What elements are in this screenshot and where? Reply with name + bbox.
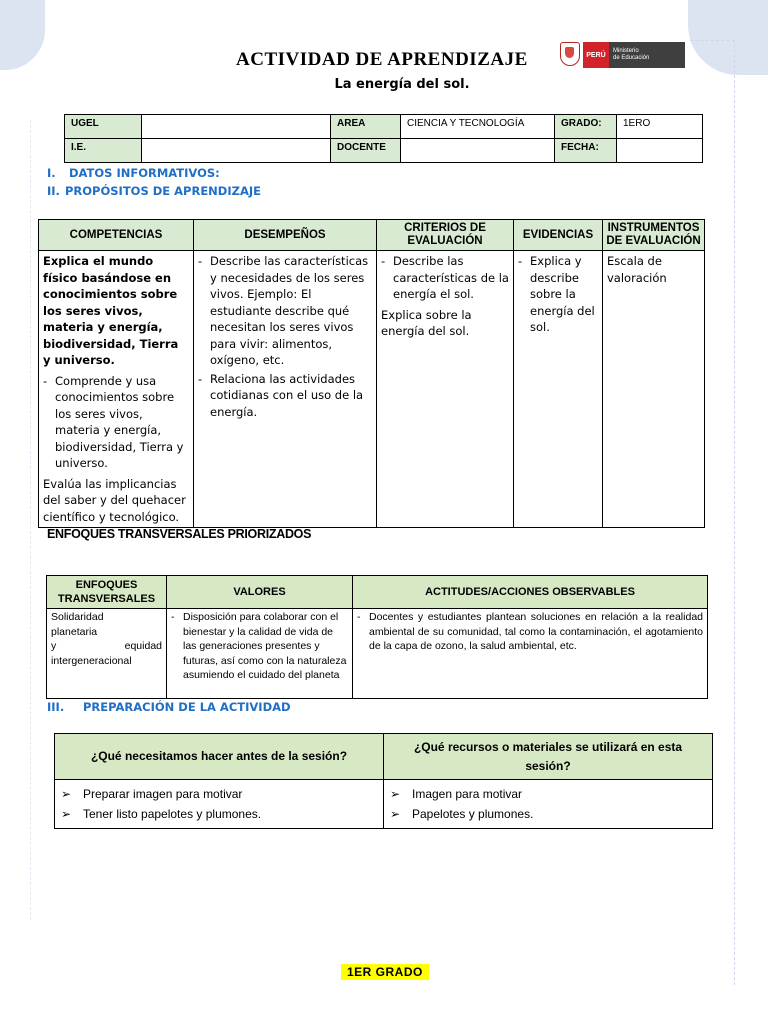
section-datos-informativos bbox=[47, 166, 220, 180]
arrow-bullet-icon: ➢ bbox=[61, 807, 72, 821]
header-evidencias: EVIDENCIAS bbox=[514, 220, 603, 251]
enfoque-line: planetaria bbox=[51, 625, 98, 638]
evidencias-cell bbox=[514, 251, 603, 528]
competencias-table bbox=[38, 219, 705, 528]
instrumentos-cell: Escala de valoración bbox=[603, 251, 705, 528]
evidencia-item: - Explica y describe sobre la energía del sol. bbox=[518, 253, 598, 336]
header-actitudes: ACTITUDES/ACCIONES OBSERVABLES bbox=[353, 576, 708, 609]
area-label: AREA bbox=[331, 115, 401, 139]
desempeno-text: Relaciona las actividades cotidianas con el uso de la energía. bbox=[210, 371, 364, 419]
header-recursos: ¿Qué recursos o materiales se utilizará en esta sesión? bbox=[384, 734, 713, 780]
list-item-text: Imagen para motivar bbox=[412, 787, 523, 801]
enfoque-word: equidad bbox=[124, 640, 162, 652]
logo-ministry-line2: de Educación bbox=[613, 55, 650, 61]
list-item bbox=[61, 804, 377, 824]
header-desempenos: DESEMPEÑOS bbox=[194, 220, 377, 251]
actitudes-cell bbox=[353, 609, 708, 699]
area-value[interactable]: CIENCIA Y TECNOLOGÍA bbox=[401, 115, 555, 139]
antes-cell bbox=[55, 780, 384, 829]
section-propositos bbox=[47, 184, 261, 198]
recursos-cell bbox=[384, 780, 713, 829]
arrow-bullet-icon: ➢ bbox=[390, 807, 401, 821]
enfoque-cell bbox=[47, 609, 167, 699]
enfoque-line: Solidaridad bbox=[51, 611, 104, 623]
desempeno-item: - Describe las características y necesidades de los seres vivos. Ejemplo: El estudiante describe qué necesitan los seres vivos para vivir: alimentos, oxígeno, etc. bbox=[198, 253, 372, 369]
header-valores: VALORES bbox=[167, 576, 353, 609]
section-label: DATOS INFORMATIVOS: bbox=[69, 166, 220, 180]
section-label: PREPARACIÓN DE LA ACTIVIDAD bbox=[83, 700, 291, 714]
corner-decoration-right bbox=[688, 0, 768, 75]
capacidad-text: Comprende y usa conocimientos sobre los seres vivos, materia y energía, biodiversidad, Tierra y universo. bbox=[55, 373, 184, 470]
docente-label: DOCENTE bbox=[331, 139, 401, 163]
page-border-dashed-top bbox=[690, 40, 735, 41]
list-item-text: Papelotes y plumones. bbox=[412, 807, 534, 821]
desempeno-item: - Relaciona las actividades cotidianas con el uso de la energía. bbox=[198, 371, 372, 421]
enfoques-table bbox=[46, 575, 708, 699]
page-border-dashed-left bbox=[30, 120, 31, 920]
arrow-bullet-icon: ➢ bbox=[390, 787, 401, 801]
ugel-label: UGEL bbox=[65, 115, 142, 139]
evidencia-text: Explica y describe sobre la energía del sol. bbox=[530, 254, 595, 334]
competencia-main: Explica el mundo físico basándose en conocimientos sobre los seres vivos, materia y energía, biodiversidad, Tierra y universo. bbox=[43, 254, 179, 367]
coat-of-arms-icon bbox=[560, 42, 580, 66]
section-number: II. bbox=[47, 184, 60, 198]
ie-value[interactable] bbox=[142, 139, 331, 163]
header-antes: ¿Qué necesitamos hacer antes de la sesión? bbox=[55, 734, 384, 780]
list-item bbox=[61, 784, 377, 804]
fecha-label: FECHA: bbox=[555, 139, 617, 163]
info-table bbox=[64, 114, 703, 163]
docente-value[interactable] bbox=[401, 139, 555, 163]
corner-decoration-left bbox=[0, 0, 45, 70]
enfoque-word: y bbox=[51, 640, 57, 652]
section-preparacion bbox=[47, 700, 291, 714]
actitud-text: Docentes y estudiantes plantean soluciones en relación a la realidad ambiental de su comunidad, tal como la contaminación, el agotamiento de la capa de ozono, la salud ambiental, etc. bbox=[369, 611, 703, 652]
document-subtitle: La energía del sol. bbox=[334, 77, 470, 92]
header-enfoques: ENFOQUES TRANSVERSALES bbox=[47, 576, 167, 609]
ugel-value[interactable] bbox=[142, 115, 331, 139]
header-instrumentos: INSTRUMENTOS DE EVALUACIÓN bbox=[603, 220, 705, 251]
enfoques-title: ENFOQUES TRANSVERSALES PRIORIZADOS bbox=[47, 527, 312, 541]
section-number: I. bbox=[47, 166, 56, 180]
arrow-bullet-icon: ➢ bbox=[61, 787, 72, 801]
list-item-text: Tener listo papelotes y plumones. bbox=[83, 807, 262, 821]
criterio-item: - Describe las características de la energía el sol. bbox=[381, 254, 509, 301]
header-criterios: CRITERIOS DE EVALUACIÓN bbox=[377, 220, 514, 251]
criterio-text-2: Explica sobre la energía del sol. bbox=[381, 307, 472, 338]
enfoque-line: intergeneracional bbox=[51, 654, 132, 667]
desempeno-text: Describe las características y necesidades de los seres vivos. Ejemplo: El estudiante describe qué necesitan los seres vivos para vivir: alimentos, oxígeno, etc. bbox=[210, 254, 369, 367]
section-label: PROPÓSITOS DE APRENDIZAJE bbox=[65, 184, 261, 198]
valor-text: Disposición para colaborar con el bienestar y la calidad de vida de las generaciones presentes y futuras, así como con la naturaleza asumiendo el cuidado del planeta bbox=[183, 611, 347, 681]
grado-label: GRADO: bbox=[555, 115, 617, 139]
valor-item: - Disposición para colaborar con el bienestar y la calidad de vida de las generaciones presentes y futuras, así como con la naturaleza asumiendo el cuidado del planeta bbox=[171, 611, 347, 681]
logo-ministry-line1: Ministerio bbox=[613, 48, 639, 54]
page-border-dashed bbox=[734, 40, 735, 985]
capacidad-item: - Comprende y usa conocimientos sobre los seres vivos, materia y energía, biodiversidad, Tierra y universo. bbox=[43, 373, 189, 472]
fecha-value[interactable] bbox=[617, 139, 703, 163]
list-item-text: Preparar imagen para motivar bbox=[83, 787, 243, 801]
document-title: ACTIVIDAD DE APRENDIZAJE bbox=[236, 49, 528, 70]
list-item bbox=[390, 804, 706, 824]
grado-value[interactable]: 1ERO bbox=[617, 115, 703, 139]
competencias-cell bbox=[39, 251, 194, 528]
preparacion-table bbox=[54, 733, 713, 829]
grade-label: 1ER GRADO bbox=[341, 964, 429, 980]
list-item bbox=[390, 784, 706, 804]
header-competencias: COMPETENCIAS bbox=[39, 220, 194, 251]
criterios-cell bbox=[377, 251, 514, 528]
desempenos-cell bbox=[194, 251, 377, 528]
ie-label: I.E. bbox=[65, 139, 142, 163]
section-number: III. bbox=[47, 700, 65, 714]
valores-cell bbox=[167, 609, 353, 699]
actitud-item: - Docentes y estudiantes plantean soluciones en relación a la realidad ambiental de su comunidad, tal como la contaminación, el agotamiento de la capa de ozono, la salud ambiental, etc. bbox=[357, 611, 703, 652]
logo-country: PERÚ bbox=[583, 42, 609, 68]
capacidad-evalua: Evalúa las implicancias del saber y del quehacer científico y tecnológico. bbox=[43, 476, 186, 524]
minedu-logo bbox=[560, 42, 685, 68]
logo-ministry bbox=[609, 42, 685, 68]
enfoque-line bbox=[51, 639, 162, 654]
criterio-text: Describe las características de la energía el sol. bbox=[393, 254, 509, 301]
